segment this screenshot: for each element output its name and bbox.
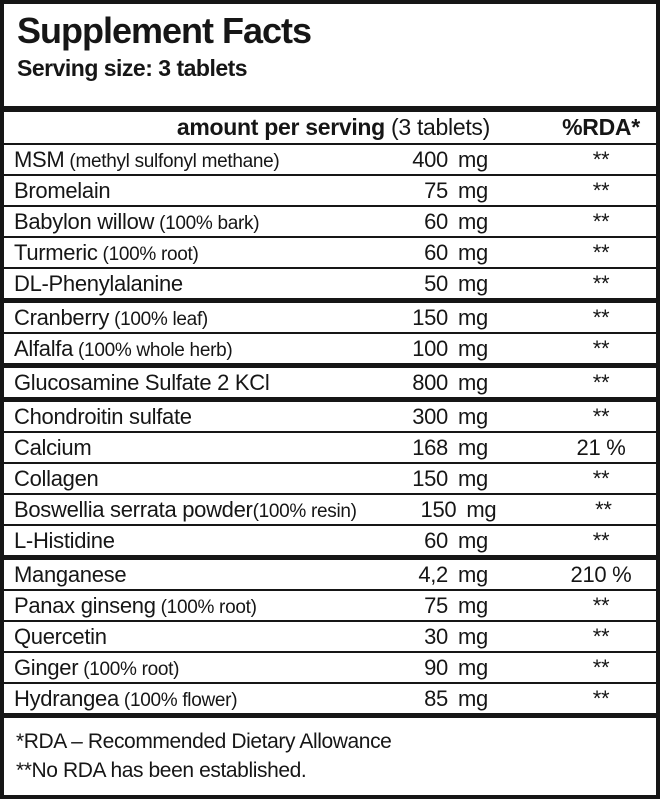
ingredient-name: MSM — [14, 146, 65, 172]
ingredient-name: DL-Phenylalanine — [14, 270, 183, 296]
ingredient-detail: (100% whole herb) — [73, 339, 233, 361]
ingredient-amount: 300 — [412, 403, 448, 429]
ingredient-unit: mg — [458, 654, 488, 680]
ingredient-unit: mg — [458, 561, 488, 587]
ingredient-row — [4, 555, 656, 589]
footnotes — [4, 713, 656, 792]
ingredient-amount: 60 — [424, 527, 448, 553]
ingredient-rda: ** — [592, 685, 610, 711]
ingredient-name: Ginger — [14, 654, 79, 680]
amount-header-cell — [4, 114, 546, 141]
ingredient-rda: ** — [592, 654, 610, 680]
ingredient-row — [4, 682, 656, 713]
ingredient-detail: (100% root) — [155, 596, 257, 618]
ingredient-row — [4, 620, 656, 651]
ingredient-amount: 150 — [412, 304, 448, 330]
ingredient-name: Alfalfa — [14, 335, 74, 361]
ingredient-name-cell — [4, 305, 344, 331]
ingredient-detail: (100% resin) — [252, 500, 357, 522]
ingredient-amount: 75 — [424, 177, 448, 203]
ingredient-amount: 30 — [424, 623, 448, 649]
ingredient-unit: mg — [458, 623, 488, 649]
ingredient-name-cell — [4, 336, 344, 362]
ingredient-name: Hydrangea — [14, 685, 119, 711]
ingredient-name-cell — [4, 528, 344, 554]
ingredient-amount: 150 — [420, 496, 457, 522]
ingredient-row — [4, 363, 656, 397]
ingredient-rda: ** — [592, 527, 610, 553]
tablets-subheader: (3 tablets) — [384, 114, 490, 140]
ingredient-amount: 90 — [424, 654, 448, 680]
ingredient-name-cell — [4, 370, 344, 396]
ingredient-name: Collagen — [14, 465, 99, 491]
ingredient-name-cell — [4, 209, 344, 235]
ingredient-rda: ** — [592, 304, 610, 330]
ingredient-unit: mg — [458, 465, 488, 491]
ingredient-rda: ** — [592, 239, 610, 265]
ingredient-name-cell — [4, 686, 344, 712]
title-block — [4, 4, 656, 106]
ingredient-name-cell — [4, 624, 344, 650]
ingredient-rda: ** — [592, 177, 610, 203]
page-title: Supplement Facts — [17, 10, 312, 51]
ingredient-row — [4, 236, 656, 267]
ingredient-row — [4, 143, 656, 174]
ingredient-unit: mg — [458, 685, 488, 711]
ingredient-detail: (100% leaf) — [109, 308, 208, 330]
amount-per-serving-header: amount per serving — [176, 114, 385, 140]
ingredient-name: Chondroitin sulfate — [14, 403, 192, 429]
ingredient-unit: mg — [458, 239, 488, 265]
ingredient-row — [4, 589, 656, 620]
ingredient-unit: mg — [458, 146, 488, 172]
footnote-no-rda: **No RDA has been established. — [16, 759, 307, 782]
ingredient-name: Panax ginseng — [14, 592, 156, 618]
ingredient-row — [4, 332, 656, 363]
ingredient-unit: mg — [458, 177, 488, 203]
ingredient-unit: mg — [458, 335, 488, 361]
table-header — [4, 112, 656, 143]
ingredient-row — [4, 651, 656, 682]
ingredient-amount: 60 — [424, 239, 448, 265]
ingredient-amount: 150 — [412, 465, 448, 491]
ingredient-amount: 800 — [412, 369, 448, 395]
ingredient-detail: (100% flower) — [118, 689, 238, 711]
footnote-rda-definition: *RDA – Recommended Dietary Allowance — [16, 730, 392, 753]
ingredient-unit: mg — [458, 592, 488, 618]
ingredient-unit: mg — [458, 369, 488, 395]
ingredient-detail: (100% root) — [78, 658, 180, 680]
ingredient-name-cell — [4, 147, 344, 173]
ingredient-name: Manganese — [14, 561, 127, 587]
ingredient-amount: 75 — [424, 592, 448, 618]
ingredient-row — [4, 462, 656, 493]
ingredient-rda: ** — [592, 335, 610, 361]
rda-header: %RDA* — [562, 114, 640, 140]
ingredient-row — [4, 524, 656, 555]
ingredient-name-cell — [4, 562, 344, 588]
ingredient-unit: mg — [458, 527, 488, 553]
ingredient-rda: ** — [592, 146, 610, 172]
ingredient-amount: 85 — [424, 685, 448, 711]
ingredient-unit: mg — [458, 304, 488, 330]
ingredient-name-cell — [4, 404, 344, 430]
ingredient-amount: 4,2 — [418, 561, 448, 587]
ingredient-row — [4, 174, 656, 205]
ingredient-detail: (100% bark) — [154, 212, 260, 234]
ingredient-unit: mg — [458, 208, 488, 234]
ingredient-unit: mg — [458, 270, 488, 296]
ingredient-amount: 400 — [412, 146, 448, 172]
ingredient-name: Glucosamine Sulfate 2 KCl — [14, 369, 270, 395]
ingredient-name-cell — [4, 178, 344, 204]
ingredient-name: Bromelain — [14, 177, 111, 203]
ingredient-rda: ** — [592, 465, 610, 491]
ingredient-rda: ** — [592, 208, 610, 234]
ingredient-name-cell — [4, 593, 344, 619]
ingredient-unit: mg — [466, 496, 497, 522]
ingredient-amount: 100 — [412, 335, 448, 361]
ingredient-table — [4, 143, 656, 713]
ingredient-rda: 210 % — [570, 561, 632, 587]
ingredient-row — [4, 267, 656, 298]
ingredient-rda: 21 % — [576, 434, 626, 460]
ingredient-amount: 50 — [424, 270, 448, 296]
ingredient-name-cell — [4, 271, 344, 297]
ingredient-unit: mg — [458, 434, 488, 460]
ingredient-name-cell — [4, 655, 344, 681]
ingredient-name-cell — [4, 240, 344, 266]
ingredient-name-cell — [4, 497, 357, 523]
ingredient-name: Babylon willow — [14, 208, 155, 234]
ingredient-rda: ** — [592, 623, 610, 649]
ingredient-name: Cranberry — [14, 304, 110, 330]
ingredient-unit: mg — [458, 403, 488, 429]
ingredient-row — [4, 298, 656, 332]
ingredient-row — [4, 493, 656, 524]
ingredient-row — [4, 397, 656, 431]
ingredient-row — [4, 205, 656, 236]
ingredient-name: Boswellia serrata powder — [14, 496, 253, 522]
ingredient-name-cell — [4, 466, 344, 492]
ingredient-amount: 168 — [412, 434, 448, 460]
ingredient-name: Quercetin — [14, 623, 107, 649]
ingredient-name: Calcium — [14, 434, 92, 460]
ingredient-rda: ** — [592, 270, 610, 296]
ingredient-name-cell — [4, 435, 344, 461]
ingredient-detail: (100% root) — [97, 243, 199, 265]
ingredient-detail: (methyl sulfonyl methane) — [64, 150, 280, 172]
ingredient-rda: ** — [592, 403, 610, 429]
ingredient-row — [4, 431, 656, 462]
ingredient-rda: ** — [592, 369, 610, 395]
ingredient-rda: ** — [595, 496, 612, 522]
ingredient-name: L-Histidine — [14, 527, 115, 553]
ingredient-amount: 60 — [424, 208, 448, 234]
ingredient-rda: ** — [592, 592, 610, 618]
ingredient-name: Turmeric — [14, 239, 98, 265]
serving-size: Serving size: 3 tablets — [17, 55, 248, 82]
